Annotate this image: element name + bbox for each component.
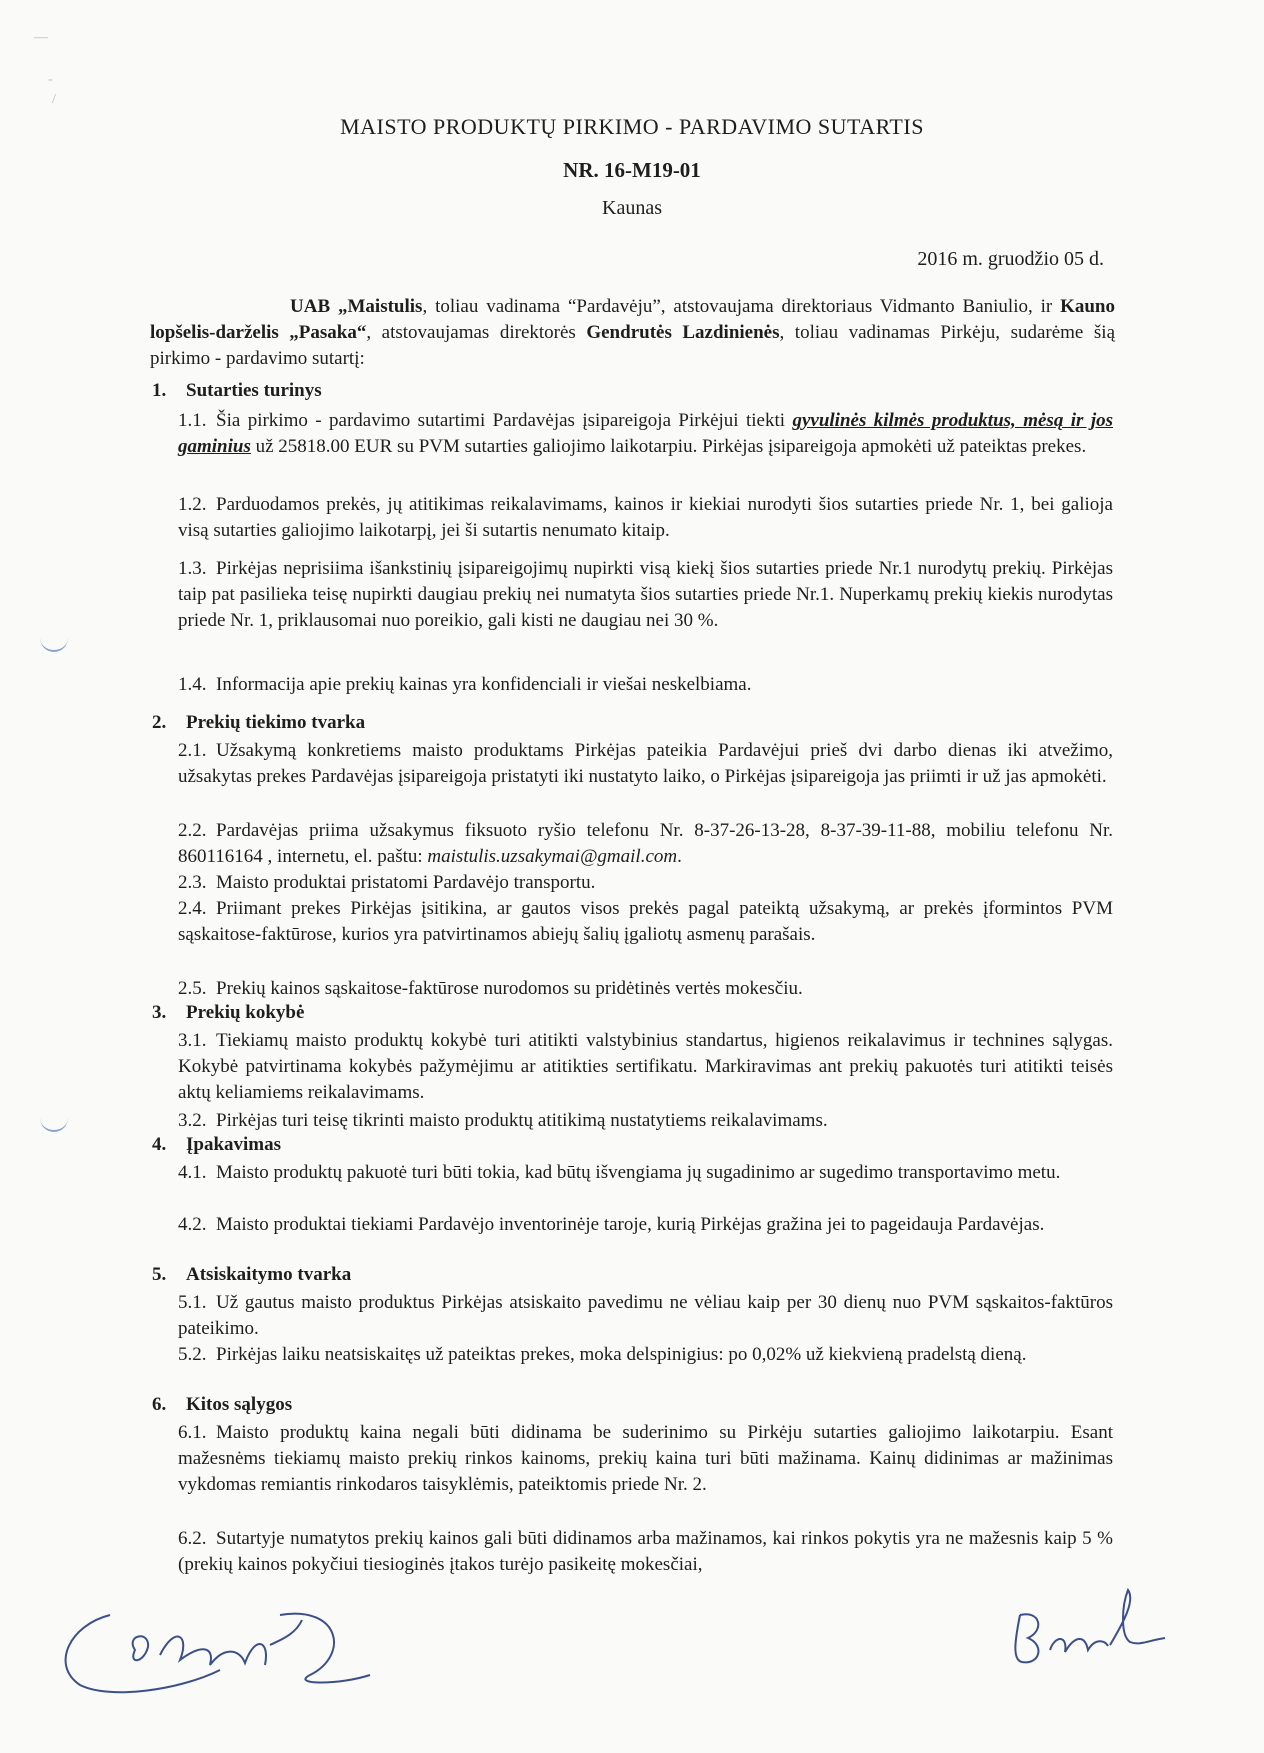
clause-1-4: 1.4. Informacija apie prekių kainas yra konfidenciali ir viešai neskelbiama.	[178, 674, 752, 695]
products-highlight: gyvulinės kilmės produktus, mėsą ir jos gaminius	[178, 410, 1114, 457]
section-heading-1: 1. Sutarties turinys	[152, 380, 322, 401]
section-heading-6: 6. Kitos sąlygos	[152, 1394, 293, 1415]
section-heading-5: 5. Atsiskaitymo tvarka	[152, 1264, 352, 1285]
clause-1-3: 1.3. Pirkėjas neprisiima išankstinių įsipareigojimų nupirkti visą kiekį šios sutarties priede Nr.1 nurodytų prekių. Pirkėjas taip pat pasilieka teisę nupirkti daugiau prekių nei numatyta šios sutarties priede Nr.1. Nuperkamų prekių kiekis nurodytas priede Nr. 1, priklausomai nuo poreikio, gali kisti ne daugiau nei 30 %.	[178, 558, 1113, 631]
clause-5-2: 5.2. Pirkėjas laiku neatsiskaitęs už pateiktas prekes, moka delspinigius: po 0,02% už kiekvieną pradelstą dieną.	[178, 1344, 1027, 1365]
clause-6-1: 6.1. Maisto produktų kaina negali būti didinama be suderinimo su Pirkėju sutarties galiojimo laikotarpiu. Esant mažesnėms tiekiamų maisto prekių rinkos kainoms, prekių kaina turi būti mažinama. Kainų didinimas ar mažinimas vykdomas remiantis rinkodaros taisyklėmis, pateiktomis priede Nr. 2.	[178, 1422, 1113, 1495]
clause-2-1: 2.1. Užsakymą konkretiems maisto produktams Pirkėjas pateikia Pardavėjui prieš dvi darbo dienas iki atvežimo, užsakytas prekes Pardavėjas įsipareigoja pristatyti iki nustatyto laiko, o Pirkėjas įsipareigoja jas priimti ir už jas apmokėti.	[178, 740, 1113, 787]
clause-4-1: 4.1. Maisto produktų pakuotė turi būti tokia, kad būtų išvengiama jų sugadinimo ar sugedimo transportavimo metu.	[178, 1162, 1061, 1183]
director-name: Gendrutės Lazdinienės	[586, 322, 780, 343]
email-address: maistulis.uzsakymai@gmail.com	[427, 846, 678, 867]
intro-text: , atstovaujamas direktorės	[366, 322, 587, 343]
contract-number: NR. 16-M19-01	[563, 158, 701, 182]
clause-4-2: 4.2. Maisto produktai tiekiami Pardavėjo inventorinėje taroje, kurią Pirkėjas gražina jei to pageidauja Pardavėjas.	[178, 1214, 1045, 1235]
buyer-signature	[40, 1575, 380, 1705]
seller-name: UAB „Maistulis	[290, 296, 423, 317]
buyer-name: Kauno lopšelis-darželis „Pasaka“	[150, 296, 1115, 343]
intro-text: , toliau vadinamas Pirkėju, sudarėme šią pirkimo - pardavimo sutartį:	[150, 322, 1116, 369]
punch-hole-mark	[40, 1112, 68, 1132]
section-heading-2: 2. Prekių tiekimo tvarka	[152, 712, 366, 733]
scan-mark: -	[48, 72, 53, 87]
scan-mark: —	[34, 30, 48, 45]
clause-3-2: 3.2. Pirkėjas turi teisę tikrinti maisto produktų atitikimą nustatytiems reikalavimams.	[178, 1110, 828, 1131]
clause-2-2: 2.2. Pardavėjas priima užsakymus fiksuoto ryšio telefonu Nr. 8-37-26-13-28, 8-37-39-11-88, mobiliu telefonu Nr. 860116164 , internetu, el. paštu: maistulis.uzsakymai@gmail.com.	[178, 820, 1113, 867]
section-heading-3: 3. Prekių kokybė	[152, 1002, 305, 1023]
clause-3-1: 3.1. Tiekiamų maisto produktų kokybė turi atitikti valstybinius standartus, higienos reikalavimus ir technines sąlygas. Kokybė patvirtinama kokybės pažymėjimu ar atitikties sertifikatu. Markiravimas ant prekių pakuotės turi atitikti teisės aktų keliamiems reikalavimams.	[178, 1030, 1113, 1103]
intro-paragraph	[150, 294, 1115, 372]
clause-2-5: 2.5. Prekių kainos sąskaitose-faktūrose nurodomos su pridėtinės vertės mokesčiu.	[178, 978, 803, 999]
document-title: MAISTO PRODUKTŲ PIRKIMO - PARDAVIMO SUTARTIS	[340, 114, 924, 139]
punch-hole-mark	[40, 632, 68, 652]
clause-5-1: 5.1. Už gautus maisto produktus Pirkėjas atsiskaito pavedimu ne vėliau kaip per 30 dienų nuo PVM sąskaitos-faktūros pateikimo.	[178, 1292, 1113, 1339]
clause-2-3: 2.3. Maisto produktai pristatomi Pardavėjo transportu.	[178, 872, 596, 893]
section-heading-4: 4. Įpakavimas	[152, 1134, 282, 1155]
clause-6-2: 6.2. Sutartyje numatytos prekių kainos gali būti didinamos arba mažinamos, kai rinkos pokytis yra ne mažesnis kaip 5 % (prekių kainos pokyčiui tiesioginės įtakos turėjo pasikeitę mokesčiai,	[178, 1528, 1113, 1575]
contract-city: Kaunas	[602, 197, 662, 219]
clause-2-4: 2.4. Priimant prekes Pirkėjas įsitikina, ar gautos visos prekės pagal pateiktą užsakymą, ar prekės įformintos PVM sąskaitose-faktūrose, kurios yra patvirtinamos abiejų šalių įgaliotų asmenų parašais.	[178, 898, 1113, 945]
scan-mark: /	[52, 92, 56, 107]
seller-signature	[1000, 1580, 1180, 1670]
clause-1-2: 1.2. Parduodamos prekės, jų atitikimas reikalavimams, kainos ir kiekiai nurodyti šios sutarties priede Nr. 1, bei galioja visą sutarties galiojimo laikotarpį, jei ši sutartis nenumato kitaip.	[178, 494, 1113, 541]
clause-1-1: 1.1. Šia pirkimo - pardavimo sutartimi Pardavėjas įsipareigoja Pirkėjui tiekti gyvulinės kilmės produktus, mėsą ir jos gaminius už 25818.00 EUR su PVM sutarties galiojimo laikotarpiu. Pirkėjas įsipareigoja apmokėti už pateiktas prekes.	[178, 410, 1114, 457]
intro-text: , toliau vadinama “Pardavėju”, atstovaujama direktoriaus Vidmanto Baniulio, ir	[422, 296, 1061, 317]
contract-date: 2016 m. gruodžio 05 d.	[917, 248, 1104, 270]
